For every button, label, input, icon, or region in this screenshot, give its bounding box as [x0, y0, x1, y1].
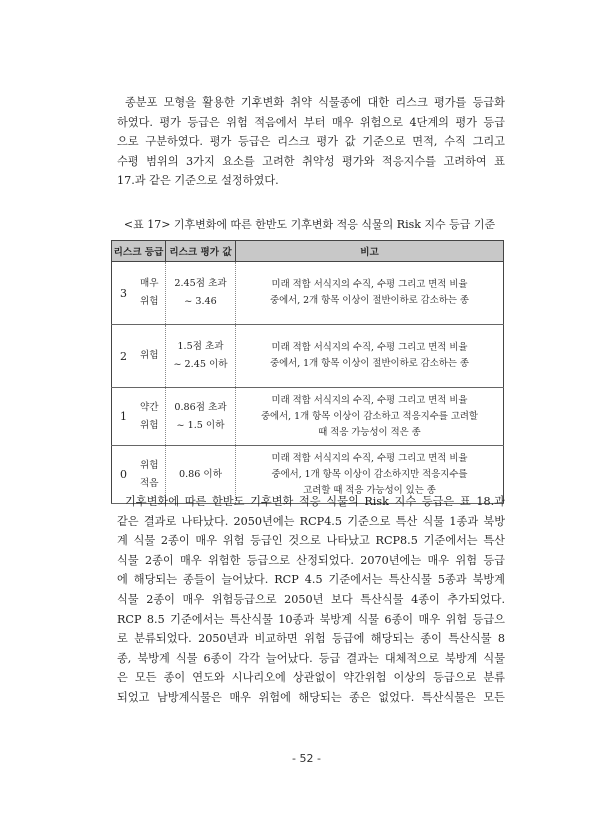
text-line: 계 식물 2종이 매우 위험 등급인 것으로 나타났고 RCP8.5 기준에서는 특산: [117, 534, 505, 548]
note-text: 중에서, 1개 항목 이상이 감소하고 적응지수를 고려할: [260, 410, 478, 422]
page-number: - 52 -: [292, 752, 321, 765]
level-text: 매우: [139, 278, 159, 289]
note-text: 중에서, 1개 항목 이상이 감소하지만 적응지수를: [271, 468, 468, 480]
table-caption: <표 17> 기후변화에 따른 한반도 기후변화 적응 식물의 Risk 지수 등급 기준: [123, 218, 496, 231]
note-text: 미래 적합 서식지의 수직, 수평 그리고 면적 비율: [271, 279, 468, 290]
header-risk-score: 리스크 평가 값: [166, 241, 236, 262]
results-paragraph: [117, 492, 505, 708]
score-cell: [166, 262, 236, 325]
note-text: 미래 적합 서식지의 수직, 수평 그리고 면적 비율: [271, 452, 468, 464]
note-text: 미래 적합 서식지의 수직, 수평 그리고 면적 비율: [271, 394, 468, 406]
score-cell: [166, 388, 236, 446]
table-row: [112, 262, 504, 325]
score-text: ~ 3.46: [184, 296, 217, 307]
grade-cell: 0: [112, 446, 134, 504]
score-text: ~ 1.5 이하: [176, 419, 225, 431]
text-line: 17.과 같은 기준으로 설정하였다.: [117, 174, 279, 188]
score-text: 0.86점 초과: [174, 401, 227, 413]
text-line: 같은 결과로 나타났다. 2050년에는 RCP4.5 기준으로 특산 식물 1종과 북방: [117, 514, 505, 528]
level-cell: [134, 388, 166, 446]
note-text: 중에서, 1개 항목 이상이 절반이하로 감소하는 종: [270, 358, 469, 369]
text-line: 은 모든 종이 연도와 시나리오에 상관없이 약간위험 이상의 등급으로 분류: [117, 671, 505, 685]
text-line: 식물 2종이 매우 위험한 등급으로 산정되었다. 2070년에는 매우 위험 등급: [117, 553, 505, 567]
grade-cell: 1: [112, 388, 134, 446]
score-text: 2.45점 초과: [174, 278, 227, 289]
table-row: [112, 325, 504, 388]
level-text: 위험: [139, 419, 159, 431]
note-cell: [236, 262, 504, 325]
score-text: ~ 2.45 이하: [173, 359, 228, 370]
score-text: 1.5점 초과: [177, 341, 224, 352]
text-line: 수평 범위의 3가지 요소를 고려한 취약성 평가와 적응지수를 고려하여 표: [117, 154, 505, 168]
level-text: 적음: [139, 477, 159, 489]
table-row: [112, 388, 504, 446]
table-header-row: [112, 241, 504, 262]
text-line: 에 해당되는 종들이 늘어났다. RCP 4.5 기준에서는 특산식물 5종과 북방계: [117, 573, 505, 587]
note-text: 때 적응 가능성이 적은 종: [318, 426, 421, 438]
note-text: 미래 적합 서식지의 수직, 수평 그리고 면적 비율: [271, 342, 468, 353]
note-text: 고려할 때 적응 가능성이 있는 종: [303, 484, 436, 496]
text-line: 종, 북방계 식물 6종이 각각 늘어났다. 등급 결과는 대체적으로 북방계 식물: [117, 651, 505, 665]
text-line: 식물 2종이 매우 위험등급으로 2050년 보다 특산식물 4종이 추가되었다.: [117, 592, 505, 606]
text-line: RCP 8.5 기준에서는 특산식물 10종과 북방계 식물 6종이 매우 위험 등급으: [117, 612, 505, 626]
header-note: 비고: [236, 241, 504, 262]
note-cell: [236, 388, 504, 446]
text-line: 으로 구분하였다. 평가 등급은 리스크 평가 값 기준으로 면적, 수직 그리고: [117, 135, 505, 149]
level-text: 위험: [139, 459, 159, 471]
level-text: 위험: [139, 296, 159, 307]
grade-cell: 2: [112, 325, 134, 388]
note-text: 중에서, 2개 항목 이상이 절반이하로 감소하는 종: [270, 295, 469, 306]
note-cell: [236, 325, 504, 388]
level-text: 약간: [139, 401, 159, 413]
score-cell: [166, 325, 236, 388]
level-cell: [134, 325, 166, 388]
intro-paragraph: [117, 93, 505, 191]
risk-grade-table: [111, 240, 504, 504]
text-line: 하였다. 평가 등급은 위험 적음에서 부터 매우 위험으로 4단계의 평가 등급: [117, 115, 505, 129]
grade-cell: 3: [112, 262, 134, 325]
level-text: 위험: [139, 350, 159, 361]
text-line: 되었고 남방계식물은 매우 위험에 해당되는 종은 없었다. 특산식물은 모든: [117, 690, 505, 704]
text-line: 로 분류되었다. 2050년과 비교하면 위험 등급에 해당되는 종이 특산식물 8: [117, 632, 505, 646]
header-risk-grade: 리스크 등급: [112, 241, 166, 262]
text-line: 종분포 모형을 활용한 기후변화 취약 식물종에 대한 리스크 평가를 등급화: [125, 96, 505, 109]
score-text: 0.86 이하: [179, 468, 222, 480]
text-line: 기후변화에 따른 한반도 기후변화 적응 식물의 Risk 지수 등급은 표 18.과: [125, 495, 505, 508]
level-cell: [134, 262, 166, 325]
